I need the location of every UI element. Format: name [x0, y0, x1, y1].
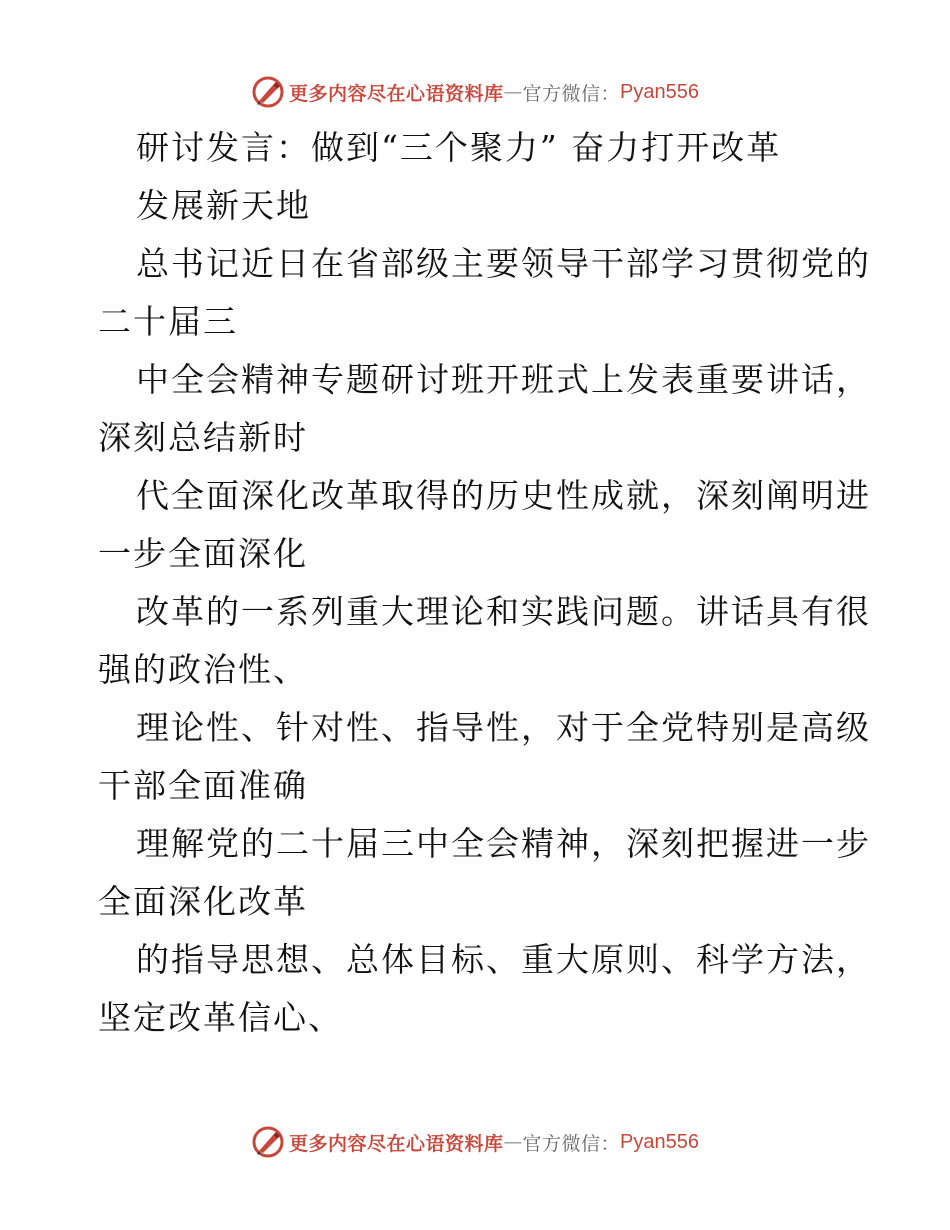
body-line: 一步全面深化 [98, 534, 308, 573]
header-watermark [0, 72, 950, 112]
body-line: 的指导思想、总体目标、重大原则、科学方法， [136, 940, 871, 979]
watermark-dash: — [503, 81, 523, 103]
footer-watermark [0, 1122, 950, 1162]
body-line: 中全会精神专题研讨班开班式上发表重要讲话， [136, 360, 871, 399]
watermark-contact-id: Pyan556 [620, 80, 699, 103]
watermark-contact-label: 官方微信： [522, 82, 621, 105]
body-line: 干部全面准确 [98, 766, 308, 805]
watermark-dash: — [503, 1131, 523, 1153]
document-title-line-1: 研讨发言：做到“三个聚力” 奋力打开改革 [136, 128, 782, 167]
body-line: 理解党的二十届三中全会精神，深刻把握进一步 [136, 824, 871, 863]
body-line: 理论性、针对性、指导性，对于全党特别是高级 [136, 708, 871, 747]
pen-logo-icon [251, 1125, 285, 1159]
watermark-contact-label: 官方微信： [522, 1132, 621, 1155]
watermark-site-text: 更多内容尽在心语资料库 [289, 1132, 504, 1155]
watermark-site-text: 更多内容尽在心语资料库 [289, 82, 504, 105]
body-line: 代全面深化改革取得的历史性成就，深刻阐明进 [136, 476, 871, 515]
watermark-contact-id: Pyan556 [620, 1130, 699, 1153]
pen-logo-icon [251, 75, 285, 109]
body-line: 坚定改革信心、 [98, 998, 343, 1037]
body-line: 全面深化改革 [98, 882, 308, 921]
body-line: 改革的一系列重大理论和实践问题。讲话具有很 [136, 592, 871, 631]
body-line: 强的政治性、 [98, 650, 308, 689]
body-line: 总书记近日在省部级主要领导干部学习贯彻党的 [136, 244, 871, 283]
body-line: 深刻总结新时 [98, 418, 308, 457]
document-title-line-2: 发展新天地 [136, 186, 311, 225]
body-line: 二十届三 [98, 302, 238, 341]
